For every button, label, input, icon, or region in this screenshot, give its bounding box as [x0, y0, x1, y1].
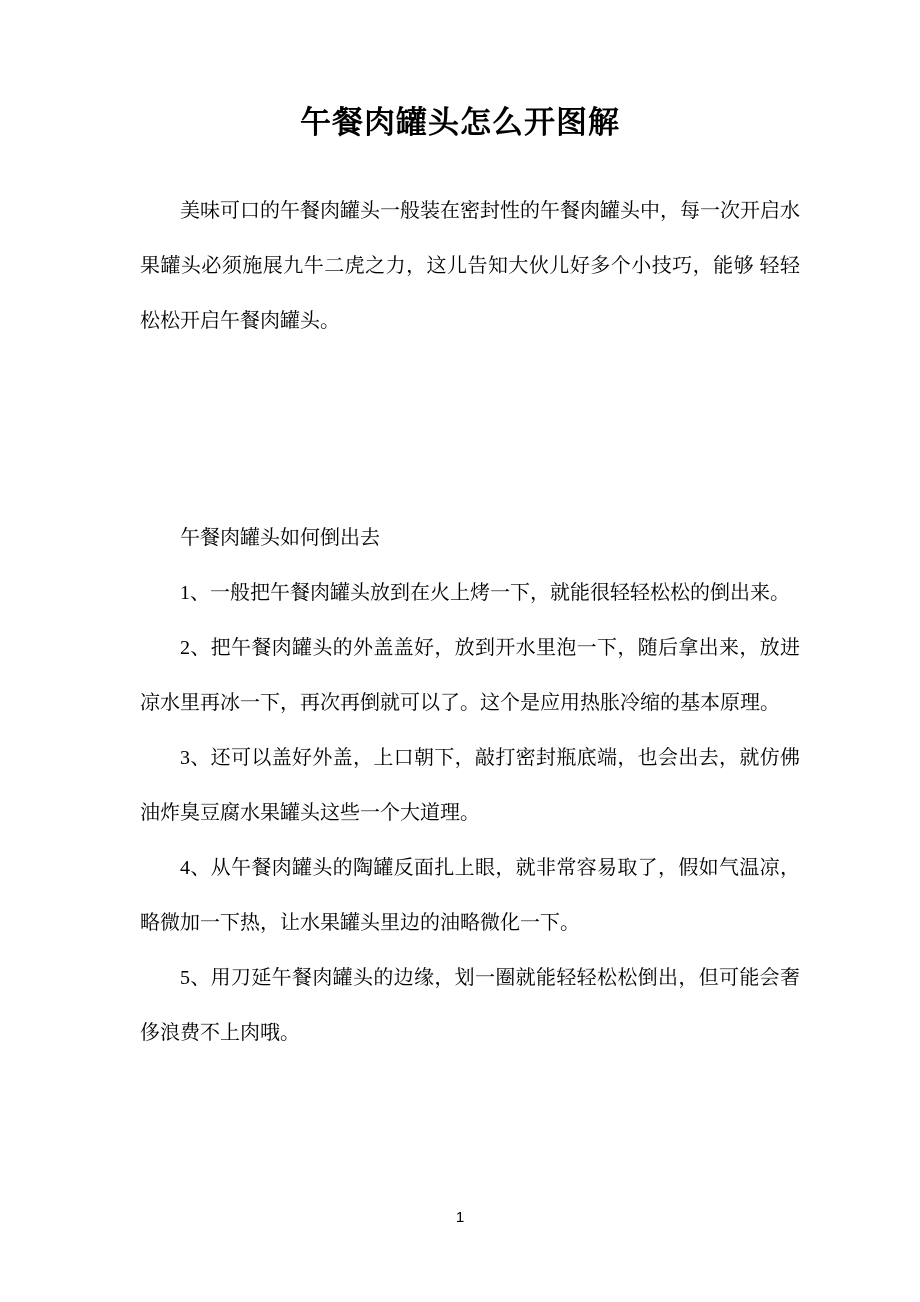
step-paragraph: 4、从午餐肉罐头的陶罐反面扎上眼，就非常容易取了，假如气温凉，略微加一下热，让水果罐头里边的油略微化一下。 — [140, 857, 800, 934]
step-paragraph: 3、还可以盖好外盖，上口朝下，敲打密封瓶底端，也会出去，就仿佛油炸臭豆腐水果罐头这些一个大道理。 — [140, 747, 800, 824]
page-title: 午餐肉罐头怎么开图解 — [300, 105, 620, 140]
intro-paragraph: 美味可口的午餐肉罐头一般装在密封性的午餐肉罐头中，每一次开启水果罐头必须施展九牛二虎之力，这儿告知大伙儿好多个小技巧，能够 轻轻松松开启午餐肉罐头。 — [140, 200, 800, 332]
step-paragraph: 1、一般把午餐肉罐头放到在火上烤一下，就能很轻轻松松的倒出来。 — [180, 582, 790, 604]
section-heading: 午餐肉罐头如何倒出去 — [180, 527, 380, 549]
page-number: 1 — [455, 1209, 465, 1226]
step-paragraph: 2、把午餐肉罐头的外盖盖好，放到开水里泡一下，随后拿出来，放进凉水里再冰一下，再次再倒就可以了。这个是应用热胀冷缩的基本原理。 — [140, 637, 800, 714]
image-placeholder — [140, 349, 800, 511]
step-paragraph: 5、用刀延午餐肉罐头的边缘，划一圈就能轻轻松松倒出，但可能会奢侈浪费不上肉哦。 — [140, 967, 800, 1044]
document-body — [140, 184, 800, 1061]
